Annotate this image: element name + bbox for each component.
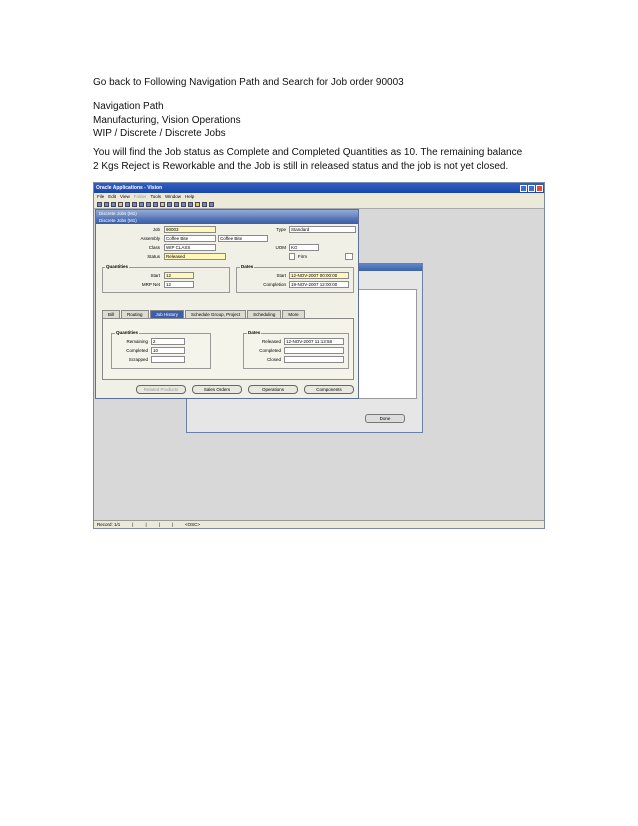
start-qty-field[interactable]: 12 <box>164 272 194 279</box>
toolbar <box>94 200 544 209</box>
menu-file[interactable]: File <box>97 194 105 199</box>
nav-line-2: WIP / Discrete / Discrete Jobs <box>93 128 226 139</box>
result-paragraph <box>93 146 553 173</box>
folder-tools-icon[interactable] <box>202 202 207 207</box>
tab-schedule-group[interactable]: Schedule Group, Project <box>185 310 246 318</box>
zoom-icon[interactable] <box>125 202 130 207</box>
back-icon[interactable] <box>146 202 151 207</box>
folder-icon[interactable] <box>118 202 123 207</box>
discrete-jobs-window <box>95 209 359 399</box>
app-title: Oracle Applications - Vision <box>96 185 163 191</box>
dates-label: Dates <box>241 264 254 269</box>
completion-date-field[interactable]: 19-NOV-2007 12:00:00 <box>289 281 349 288</box>
start-qty-label: Start <box>150 273 160 278</box>
save-icon[interactable] <box>104 202 109 207</box>
paste-icon[interactable] <box>188 202 193 207</box>
firm-checkbox[interactable] <box>289 253 295 260</box>
class-label: Class <box>148 245 160 250</box>
released-label: Released <box>261 339 281 344</box>
record-indicator: Record: 1/1 <box>97 522 121 527</box>
nav-heading: Navigation Path <box>93 101 164 112</box>
released-field[interactable]: 12-NOV-2007 11:13:58 <box>284 338 344 345</box>
components-button[interactable]: Components <box>304 385 354 394</box>
cut-icon[interactable] <box>174 202 179 207</box>
start-date-label: Start <box>276 273 286 278</box>
history-dates-label: Dates <box>248 330 261 335</box>
open-icon[interactable] <box>97 202 102 207</box>
type-select[interactable]: Standard <box>289 226 356 233</box>
start-date-field[interactable]: 12-NOV-2007 00:00:00 <box>289 272 349 279</box>
tab-routing[interactable]: Routing <box>121 310 149 318</box>
job-history-panel <box>102 318 354 380</box>
mrp-net-label: MRP Net <box>141 282 160 287</box>
nav-line-1: Manufacturing, Vision Operations <box>93 114 241 126</box>
menu-window[interactable]: Window <box>165 194 182 199</box>
result-line-2: 2 Kgs Reject is Reworkable and the Job is still in released status and the job is not yet closed. <box>93 160 509 172</box>
done-button[interactable]: Done <box>365 414 405 423</box>
completion-label: Completion <box>263 282 286 287</box>
remaining-label: Remaining <box>126 339 148 344</box>
scrapped-label: Scrapped <box>128 357 148 362</box>
closed-field[interactable] <box>284 356 344 363</box>
forward-icon[interactable] <box>153 202 158 207</box>
descriptive-flexfield[interactable] <box>345 253 353 260</box>
assembly-label: Assembly <box>140 236 160 241</box>
job-field[interactable]: 90003 <box>164 226 216 233</box>
status-sep: | <box>132 522 134 527</box>
result-line-1: You will find the Job status as Complete and Completed Quantities as 10. The remaining balance <box>93 147 523 158</box>
job-label: Job <box>152 227 160 232</box>
mrp-net-field[interactable]: 12 <box>164 281 194 288</box>
menu-bar <box>94 193 544 200</box>
tab-job-history[interactable]: Job History <box>150 310 185 318</box>
app-title-bar <box>94 183 544 193</box>
maximize-icon[interactable] <box>528 185 535 192</box>
navigator-icon[interactable] <box>139 202 144 207</box>
oracle-screenshot <box>93 182 545 529</box>
remaining-field[interactable]: 2 <box>151 338 185 345</box>
quantities-label: Quantities <box>106 264 129 269</box>
assembly-description[interactable]: Coffee Bite <box>218 235 268 242</box>
menu-edit[interactable]: Edit <box>108 194 117 199</box>
uom-field[interactable]: KG <box>289 244 319 251</box>
assembly-field[interactable]: Coffee Bite <box>164 235 216 242</box>
new-record-icon[interactable] <box>160 202 165 207</box>
history-quantities-label: Quantities <box>116 330 139 335</box>
status-sep: | <box>145 522 147 527</box>
osc-indicator: <OSC> <box>184 522 200 527</box>
completed-field[interactable]: 10 <box>151 347 185 354</box>
copy-icon[interactable] <box>181 202 186 207</box>
minimize-icon[interactable] <box>520 185 527 192</box>
tab-bill[interactable]: Bill <box>102 310 120 318</box>
completed-label: Completed <box>126 348 148 353</box>
status-field[interactable]: Released <box>164 253 226 260</box>
status-bar <box>94 520 544 528</box>
quantities-group <box>102 267 230 293</box>
menu-help[interactable]: Help <box>185 194 195 199</box>
window-titlebar: Discrete Jobs (M1) <box>96 217 358 224</box>
parent-window-titlebar: Discrete Jobs (M1) <box>96 210 358 217</box>
completed-date-field[interactable] <box>284 347 344 354</box>
find-icon[interactable] <box>132 202 137 207</box>
operations-button[interactable]: Operations <box>248 385 298 394</box>
type-label: Type <box>276 227 286 232</box>
status-sep: | <box>171 522 173 527</box>
status-label: Status <box>147 254 160 259</box>
tab-strip <box>102 310 305 318</box>
firm-label: Firm <box>298 254 307 259</box>
completed-date-label: Completed <box>259 348 281 353</box>
closed-label: Closed <box>266 357 281 362</box>
menu-folder[interactable]: Folder <box>133 194 147 199</box>
dates-group <box>236 267 354 293</box>
menu-tools[interactable]: Tools <box>150 194 161 199</box>
uom-label: UOM <box>275 245 286 250</box>
intro-paragraph <box>93 76 404 90</box>
navigation-path-paragraph <box>93 100 241 141</box>
menu-view[interactable]: View <box>120 194 130 199</box>
sales-orders-button[interactable]: Sales Orders <box>192 385 242 394</box>
related-products-button[interactable]: Related Products <box>136 385 186 394</box>
status-sep: | <box>158 522 160 527</box>
class-field[interactable]: WIP CLASS <box>164 244 216 251</box>
delete-icon[interactable] <box>167 202 172 207</box>
tab-more[interactable]: More <box>282 310 304 318</box>
help-icon[interactable] <box>209 202 214 207</box>
scrapped-field[interactable] <box>151 356 185 363</box>
attachments-icon[interactable] <box>195 202 200 207</box>
close-icon[interactable] <box>536 185 543 192</box>
print-icon[interactable] <box>111 202 116 207</box>
intro-line: Go back to Following Navigation Path and Search for Job order 90003 <box>93 77 404 88</box>
tab-scheduling[interactable]: Scheduling <box>247 310 281 318</box>
